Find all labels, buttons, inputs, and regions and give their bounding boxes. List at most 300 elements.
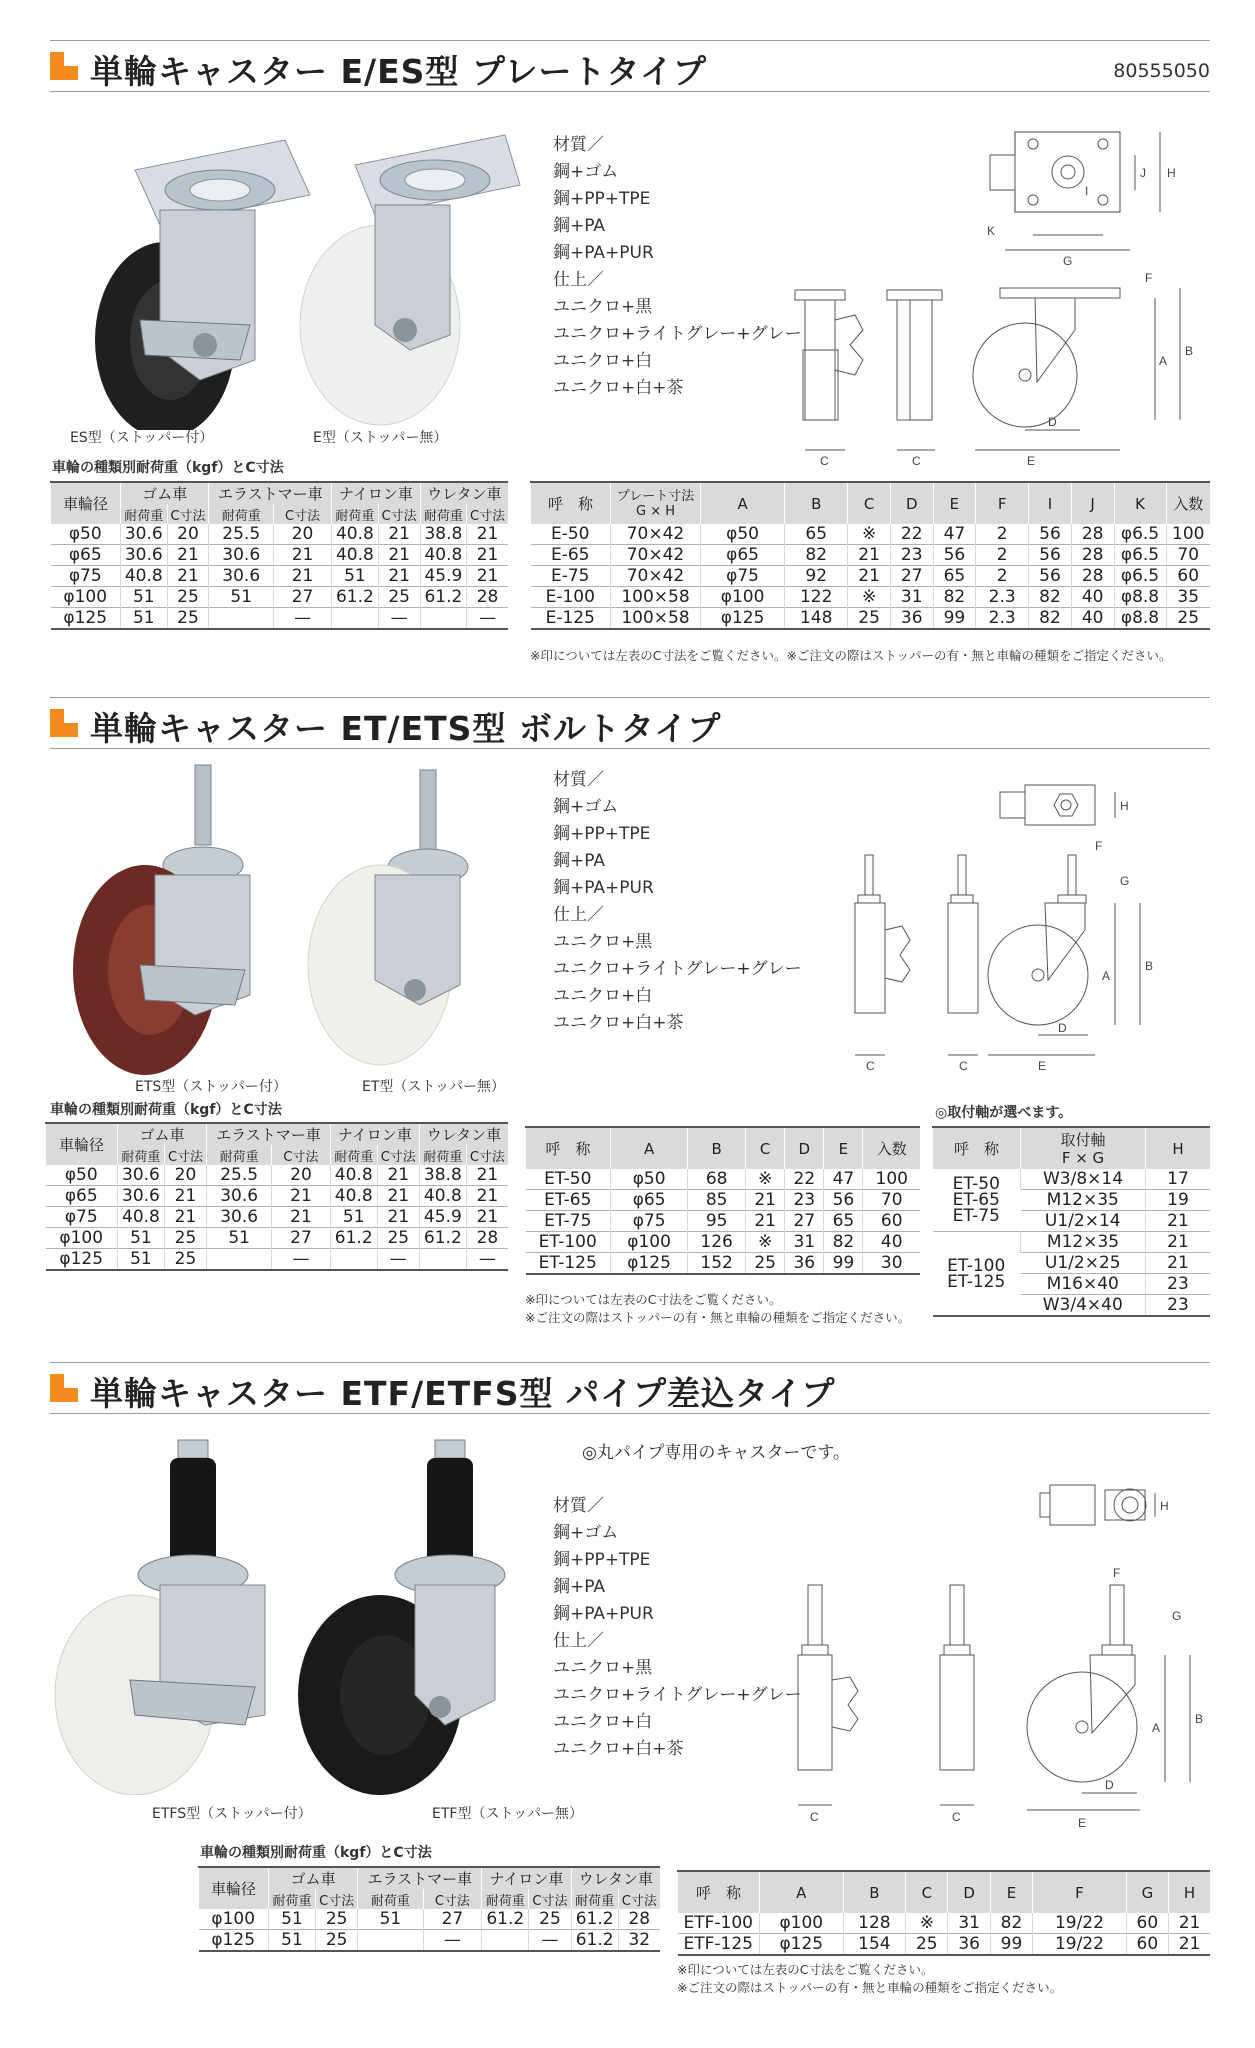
shaft-header-name: 呼 称 (933, 1127, 1021, 1169)
table-cell: 22 (890, 524, 933, 545)
spec-line: ユニクロ+ライトグレー+グレー (553, 959, 802, 979)
table-cell: 25.5 (207, 1165, 272, 1186)
load-subheader: 耐荷重 (419, 1145, 466, 1165)
dimension-table-body (678, 1913, 1211, 1955)
table-cell: 25 (315, 1909, 357, 1930)
table-cell: 148 (785, 608, 848, 630)
dim-label-H: H (1160, 1499, 1169, 1513)
shaft-table-caption: ◎取付軸が選べます。 (935, 1105, 1073, 1121)
dim-header: 呼 称 (678, 1871, 760, 1913)
table-cell: — (377, 1249, 419, 1271)
table-cell: 21 (273, 545, 331, 566)
table-cell: 21 (272, 1186, 331, 1207)
table-cell: 17 (1146, 1169, 1211, 1190)
dim-header: I (1029, 482, 1072, 524)
table-cell: 51 (118, 1228, 165, 1249)
section-marker-icon (50, 1374, 78, 1402)
row-label-cell: E-50 (550, 524, 590, 544)
table-cell: 31 (948, 1913, 990, 1934)
spec-line: 鋼+PA (553, 851, 606, 871)
dim-label-E: E (1038, 1059, 1047, 1073)
table-cell: 25 (377, 1228, 419, 1249)
table-cell: 100 (863, 1169, 920, 1190)
table-cell: 2.3 (976, 587, 1029, 608)
table-cell: 51 (330, 1207, 377, 1228)
dim-label-A: A (1152, 1721, 1161, 1735)
row-label-cell: φ65 (68, 545, 102, 565)
shaft-header-line2: F × G (1061, 1148, 1105, 1167)
load-header-group: ゴム車 (118, 1123, 207, 1145)
caption-etfs: ETFS型（ストッパー付） (152, 1806, 312, 1822)
dim-label-J: J (1140, 166, 1146, 180)
dim-header-plate (611, 482, 701, 524)
spec-line: ユニクロ+白 (553, 1712, 653, 1732)
table-row (526, 1211, 921, 1232)
load-subheader: 耐荷重 (207, 1145, 272, 1165)
table-cell (207, 1249, 272, 1271)
dim-header: 入数 (863, 1127, 920, 1169)
note-pipe-2: ※ご注文の際はストッパーの有・無と車輪の種類をご指定ください。 (677, 1980, 1063, 1995)
spec-line: ユニクロ+白+茶 (553, 378, 684, 398)
dimension-table-pipe (677, 1870, 1210, 1956)
table-cell: 40.8 (118, 1207, 165, 1228)
table-cell: 40.8 (420, 545, 467, 566)
row-label-cell: ET-75 (544, 1211, 592, 1231)
table-cell: 56 (1029, 545, 1072, 566)
table-cell: 61.2 (482, 1909, 529, 1930)
load-table-body (51, 524, 509, 629)
table-cell: 82 (990, 1913, 1032, 1934)
table-cell: 21 (164, 1207, 206, 1228)
table-cell: 56 (824, 1190, 863, 1211)
table-row (526, 1190, 921, 1211)
shaft-header-h: H (1146, 1127, 1211, 1169)
table-row (51, 566, 509, 587)
table-cell: 47 (933, 524, 976, 545)
load-subheader: C寸法 (466, 1145, 508, 1165)
table-cell: 38.8 (419, 1165, 466, 1186)
dim-header-plate-line2: G × H (635, 503, 675, 519)
shaft-model-name: ET-50 (952, 1174, 1000, 1194)
dim-header: E (824, 1127, 863, 1169)
table-cell: 20 (273, 524, 331, 545)
table-cell: 21 (1169, 1934, 1210, 1956)
load-subheader: 耐荷重 (332, 504, 379, 524)
dim-label-K: K (987, 224, 996, 238)
table-cell: 21 (466, 1207, 508, 1228)
spec-line: 鋼+PP+TPE (553, 189, 651, 209)
etfs-caster-image (55, 1440, 265, 1795)
table-cell: 21 (1146, 1211, 1211, 1232)
row-label-cell: E-75 (550, 566, 590, 586)
load-table-caption: 車輪の種類別耐荷重（kgf）とC寸法 (52, 460, 284, 476)
table-cell: — (378, 608, 420, 630)
table-cell: ※ (746, 1232, 785, 1253)
dim-header: J (1071, 482, 1114, 524)
shaft-model-name: ET-75 (952, 1206, 1000, 1226)
caption-ets: ETS型（ストッパー付） (135, 1079, 287, 1095)
table-cell: 21 (746, 1211, 785, 1232)
spec-line: 仕上／ (553, 905, 604, 925)
load-subheader: C寸法 (529, 1889, 571, 1909)
spec-line: 材質／ (553, 770, 604, 790)
table-cell: 21 (1146, 1253, 1211, 1274)
table-cell: 100 (1166, 524, 1210, 545)
dim-label-A: A (1102, 969, 1111, 983)
table-cell: 56 (1029, 566, 1072, 587)
table-row (51, 608, 509, 630)
load-table-bolt (45, 1122, 508, 1271)
spec-line: 鋼+ゴム (553, 797, 619, 817)
load-subheader: C寸法 (167, 504, 209, 524)
table-cell: 152 (688, 1253, 746, 1275)
table-cell: 30.6 (121, 524, 168, 545)
table-cell: 60 (1126, 1934, 1168, 1956)
shaft-name-cell (933, 1232, 1021, 1317)
table-cell: 25 (167, 608, 209, 630)
table-cell: 21 (164, 1186, 206, 1207)
table-cell: 128 (843, 1913, 906, 1934)
shaft-table-body (933, 1169, 1211, 1316)
table-cell: 30.6 (209, 566, 274, 587)
table-cell: 28 (1071, 566, 1114, 587)
table-cell: 21 (466, 1165, 508, 1186)
table-cell: 45.9 (419, 1207, 466, 1228)
table-cell: ※ (746, 1169, 785, 1190)
row-label-cell: φ50 (68, 524, 102, 544)
spec-line: ユニクロ+白 (553, 351, 653, 371)
table-cell: 60 (863, 1211, 920, 1232)
table-cell: φ50 (701, 524, 785, 545)
table-cell: — (529, 1930, 571, 1952)
table-cell: 27 (272, 1228, 331, 1249)
table-cell: 21 (377, 1186, 419, 1207)
table-cell: φ6.5 (1114, 524, 1166, 545)
table-cell: 2 (976, 566, 1029, 587)
dim-header: 呼 称 (531, 482, 611, 524)
row-label-cell: ETF-100 (683, 1913, 753, 1933)
table-cell: 25.5 (209, 524, 274, 545)
table-cell: 21 (167, 545, 209, 566)
table-row (526, 1169, 921, 1190)
table-cell: 28 (1071, 545, 1114, 566)
table-cell: 95 (688, 1211, 746, 1232)
table-cell: φ65 (611, 1190, 688, 1211)
table-cell: 51 (118, 1249, 165, 1271)
table-cell: 27 (423, 1909, 482, 1930)
table-cell: 27 (785, 1211, 824, 1232)
dimension-table-body (531, 524, 1211, 629)
table-cell: 70 (1166, 545, 1210, 566)
section-title: 単輪キャスター E/ES型 プレートタイプ (90, 52, 707, 91)
table-row (46, 1207, 509, 1228)
table-cell: 85 (688, 1190, 746, 1211)
table-cell: M12×35 (1021, 1232, 1146, 1253)
dim-label-C: C (810, 1810, 819, 1824)
dimension-drawing-plate (775, 120, 1215, 465)
load-subheader: C寸法 (164, 1145, 206, 1165)
table-cell: 21 (378, 545, 420, 566)
load-subheader: 耐荷重 (482, 1889, 529, 1909)
load-table-body (46, 1165, 509, 1270)
spec-line: ユニクロ+黒 (553, 297, 653, 317)
shaft-model-name: ET-125 (947, 1271, 1006, 1292)
table-cell: 31 (890, 587, 933, 608)
row-label-cell: ETF-125 (683, 1934, 753, 1954)
table-cell: 30.6 (118, 1165, 165, 1186)
load-subheader: C寸法 (618, 1889, 660, 1909)
table-cell: φ75 (611, 1211, 688, 1232)
table-row (51, 545, 509, 566)
table-cell: φ8.8 (1114, 608, 1166, 630)
dim-header: G (1126, 1871, 1168, 1913)
table-cell: 51 (332, 566, 379, 587)
table-cell: 28 (618, 1909, 660, 1930)
product-photo-es-e (50, 110, 530, 430)
table-cell: 99 (933, 608, 976, 630)
load-header-group: ウレタン車 (419, 1123, 508, 1145)
dim-label-B: B (1185, 344, 1194, 358)
table-cell: 82 (824, 1232, 863, 1253)
shaft-header-shaft (1021, 1127, 1146, 1169)
table-cell: 31 (785, 1232, 824, 1253)
dim-label-H: H (1120, 799, 1129, 813)
table-cell: — (272, 1249, 331, 1271)
table-cell: 30.6 (207, 1207, 272, 1228)
table-cell: 51 (209, 587, 274, 608)
note-bolt-2: ※ご注文の際はストッパーの有・無と車輪の種類をご指定ください。 (525, 1310, 911, 1325)
dimension-table-bolt (525, 1126, 920, 1275)
table-cell: 19/22 (1033, 1913, 1127, 1934)
dim-label-F: F (1113, 1566, 1121, 1580)
table-row (933, 1169, 1211, 1190)
table-row (531, 524, 1211, 545)
table-cell: φ50 (611, 1169, 688, 1190)
spec-list-pipe (553, 1493, 802, 1763)
dim-label-D: D (1048, 415, 1057, 429)
table-cell: 70×42 (611, 524, 701, 545)
table-cell: 28 (467, 587, 508, 608)
table-cell: 51 (207, 1228, 272, 1249)
spec-line: 材質／ (553, 135, 604, 155)
table-cell: 21 (848, 566, 891, 587)
et-caster-image (308, 770, 468, 1065)
table-cell: φ6.5 (1114, 566, 1166, 587)
table-row (531, 608, 1211, 630)
table-cell: 27 (890, 566, 933, 587)
dim-header-plate-line1: プレート寸法 (616, 488, 695, 504)
row-label-cell: φ125 (63, 608, 108, 628)
table-cell: 25 (746, 1253, 785, 1275)
dimension-drawing-bolt (840, 770, 1215, 1080)
spec-line: 鋼+PA (553, 216, 606, 236)
table-cell: 40.8 (332, 524, 379, 545)
dim-header: B (688, 1127, 746, 1169)
e-caster-image (300, 135, 520, 425)
spec-line: 鋼+ゴム (553, 1523, 619, 1543)
table-cell: 56 (1029, 524, 1072, 545)
table-cell: 65 (824, 1211, 863, 1232)
table-cell: 21 (167, 566, 209, 587)
dim-header: F (976, 482, 1029, 524)
table-cell: 19/22 (1033, 1934, 1127, 1956)
table-cell: 51 (358, 1909, 423, 1930)
table-cell: 21 (378, 566, 420, 587)
row-label-cell: ET-65 (544, 1190, 592, 1210)
shaft-model-name: ET-100 (947, 1255, 1006, 1276)
load-table-caption: 車輪の種類別耐荷重（kgf）とC寸法 (50, 1102, 282, 1118)
table-cell: 25 (1166, 608, 1210, 630)
dim-header: C (906, 1871, 948, 1913)
load-header-group: エラストマー車 (207, 1123, 331, 1145)
table-cell: 30.6 (118, 1186, 165, 1207)
table-cell: 2 (976, 545, 1029, 566)
load-table-body (199, 1909, 661, 1951)
dim-label-C2: C (959, 1059, 968, 1073)
row-label-cell: φ125 (211, 1930, 256, 1950)
table-cell (420, 608, 467, 630)
spec-line: ユニクロ+白 (553, 986, 653, 1006)
table-cell (209, 608, 274, 630)
note-bolt-1: ※印については左表のC寸法をご覧ください。 (525, 1292, 782, 1307)
table-row (526, 1232, 921, 1253)
dim-label-I: I (1085, 184, 1089, 198)
table-cell: 82 (1029, 608, 1072, 630)
dim-label-G: G (1063, 254, 1073, 268)
load-subheader: C寸法 (315, 1889, 357, 1909)
row-label-cell: φ100 (59, 1228, 104, 1248)
load-subheader: C寸法 (467, 504, 508, 524)
table-cell: 21 (377, 1165, 419, 1186)
table-cell: 40.8 (330, 1165, 377, 1186)
table-cell: 60 (1126, 1913, 1168, 1934)
dim-label-C2: C (912, 454, 921, 465)
spec-line: ユニクロ+白+茶 (553, 1013, 684, 1033)
product-photo-ets-et (45, 755, 525, 1085)
spec-line: 鋼+PP+TPE (553, 824, 651, 844)
table-cell: 20 (167, 524, 209, 545)
table-cell: 154 (843, 1934, 906, 1956)
caption-es: ES型（ストッパー付） (70, 430, 214, 446)
load-header-group: ゴム車 (269, 1867, 358, 1889)
table-cell: 40.8 (330, 1186, 377, 1207)
table-cell: φ100 (760, 1913, 844, 1934)
shaft-table (932, 1126, 1210, 1317)
table-cell: 25 (906, 1934, 948, 1956)
section-header-plate (50, 40, 1210, 92)
table-cell: 82 (785, 545, 848, 566)
table-cell: W3/4×40 (1042, 1295, 1123, 1315)
table-cell: φ100 (701, 587, 785, 608)
table-cell: φ125 (611, 1253, 688, 1275)
table-cell: 35 (1166, 587, 1210, 608)
table-cell: 45.9 (420, 566, 467, 587)
table-cell: 126 (688, 1232, 746, 1253)
load-subheader: 耐荷重 (571, 1889, 618, 1909)
table-cell: 21 (273, 566, 331, 587)
table-cell: 23 (1146, 1274, 1211, 1295)
table-cell (482, 1930, 529, 1952)
table-cell: 61.2 (332, 587, 379, 608)
table-cell: 25 (529, 1909, 571, 1930)
dim-header: B (843, 1871, 906, 1913)
table-cell: 40.8 (332, 545, 379, 566)
table-row (46, 1165, 509, 1186)
load-header-group: ウレタン車 (420, 482, 508, 504)
dim-header: 入数 (1166, 482, 1210, 524)
table-cell: 61.2 (330, 1228, 377, 1249)
caption-e: E型（ストッパー無） (313, 430, 448, 446)
table-cell: 82 (1029, 587, 1072, 608)
table-cell: ※ (848, 587, 891, 608)
row-label-cell: φ100 (63, 587, 108, 607)
table-cell: 36 (785, 1253, 824, 1275)
dim-label-E: E (1027, 454, 1036, 465)
table-row (531, 587, 1211, 608)
table-cell: φ100 (611, 1232, 688, 1253)
table-cell: 70 (863, 1190, 920, 1211)
ets-caster-image (73, 765, 250, 1075)
load-subheader: C寸法 (378, 504, 420, 524)
table-cell: 21 (848, 545, 891, 566)
intro-pipe: ◎丸パイプ専用のキャスターです。 (582, 1443, 850, 1463)
table-cell: 21 (377, 1207, 419, 1228)
table-cell: W3/8×14 (1021, 1169, 1146, 1190)
etf-caster-image (298, 1440, 505, 1795)
load-header-group: ゴム車 (121, 482, 209, 504)
row-label-cell: φ65 (64, 1186, 98, 1206)
table-cell: — (273, 608, 331, 630)
table-row (678, 1913, 1211, 1934)
load-header-diameter: 車輪径 (199, 1867, 269, 1909)
row-label-cell: φ125 (59, 1249, 104, 1269)
load-table-pipe (198, 1866, 660, 1952)
table-cell: 25 (378, 587, 420, 608)
table-cell: 25 (164, 1228, 206, 1249)
dim-header: A (611, 1127, 688, 1169)
row-label-cell: E-100 (545, 587, 595, 607)
dim-label-H: H (1167, 166, 1176, 180)
dim-label-C: C (866, 1059, 875, 1073)
table-cell: 65 (933, 566, 976, 587)
dim-label-A: A (1159, 354, 1168, 368)
load-header-group: ウレタン車 (571, 1867, 660, 1889)
section-header-bolt (50, 697, 1210, 749)
spec-line: ユニクロ+ライトグレー+グレー (553, 324, 802, 344)
spec-line: 鋼+PP+TPE (553, 1550, 651, 1570)
table-cell: 25 (164, 1249, 206, 1271)
spec-line: 仕上／ (553, 1631, 604, 1651)
row-label-cell: ET-100 (538, 1232, 597, 1252)
load-subheader: 耐荷重 (420, 504, 467, 524)
load-header-group: エラストマー車 (358, 1867, 482, 1889)
dim-header: D (948, 1871, 990, 1913)
load-subheader: C寸法 (272, 1145, 331, 1165)
dim-header: C (746, 1127, 785, 1169)
table-cell: 38.8 (420, 524, 467, 545)
table-cell: 30.6 (209, 545, 274, 566)
table-cell: 23 (1146, 1295, 1211, 1317)
spec-line: 材質／ (553, 1496, 604, 1516)
dimension-drawing-pipe (780, 1465, 1215, 1835)
table-cell: 100×58 (611, 608, 701, 630)
shaft-header-line1: 取付軸 (1060, 1130, 1106, 1149)
section-title: 単輪キャスター ET/ETS型 ボルトタイプ (90, 709, 722, 748)
spec-line: 鋼+PA (553, 1577, 606, 1597)
dim-header: F (1033, 1871, 1127, 1913)
dim-label-F: F (1095, 839, 1103, 853)
table-row (531, 566, 1211, 587)
